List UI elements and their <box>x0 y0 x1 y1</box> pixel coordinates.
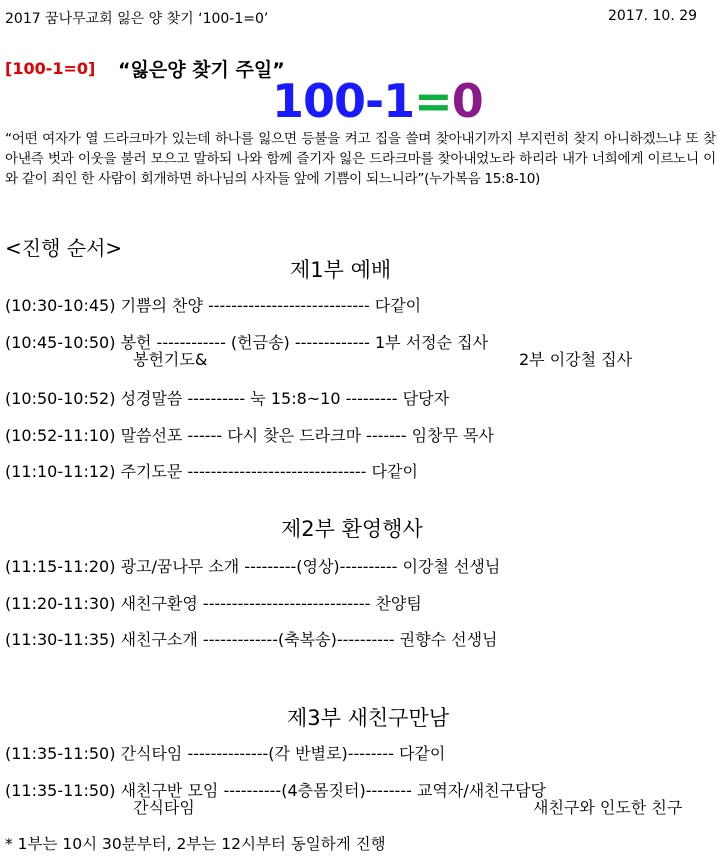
schedule-row: (11:30-11:35) 새친구소개 -------------(축복송)---------- 권향수 선생님 <box>5 630 498 649</box>
part-3-title: 제3부 새친구만남 <box>287 706 450 730</box>
part-2-title: 제2부 환영행사 <box>281 517 423 541</box>
part-1-title: 제1부 예배 <box>290 258 392 282</box>
formula-one: 1 <box>383 74 415 128</box>
schedule-row: (10:45-10:50) 봉헌 ------------ (헌금송) ------------- 1부 서정순 집사 <box>5 333 489 352</box>
document-date: 2017. 10. 29 <box>608 8 698 24</box>
schedule-row: (11:10-11:12) 주기도문 ------------------------------- 다같이 <box>5 462 418 481</box>
schedule-row: (11:20-11:30) 새친구환영 ----------------------------- 찬양팀 <box>5 594 422 613</box>
theme-formula <box>272 74 483 128</box>
formula-100: 100 <box>272 74 366 128</box>
theme-tag: [100-1=0] <box>5 59 96 78</box>
footnote: * 1부는 10시 30분부터, 2부는 12시부터 동일하게 진행 <box>5 835 386 853</box>
section-title: <진행 순서> <box>5 236 123 260</box>
theme-subtitle: “잃은양 찾기 주일” <box>118 59 285 81</box>
schedule-row: (10:50-10:52) 성경말씀 ---------- 눅 15:8~10 --------- 담당자 <box>5 389 450 408</box>
schedule-row: (11:35-11:50) 간식타임 --------------(각 반별로)-------- 다같이 <box>5 744 446 763</box>
schedule-row: (10:30-10:45) 기쁨의 찬양 ---------------------------- 다같이 <box>5 296 422 315</box>
schedule-row-sub-left: 간식타임 <box>133 798 195 817</box>
schedule-row-sub-right: 2부 이강철 집사 <box>519 350 633 369</box>
formula-zero: 0 <box>451 74 483 128</box>
formula-minus: - <box>365 74 384 128</box>
schedule-row-sub-left: 봉헌기도& <box>133 350 208 369</box>
document-title: 2017 꿈나무교회 잃은 양 찾기 ‘100-1=0’ <box>5 11 269 27</box>
schedule-row: (10:52-11:10) 말씀선포 ------ 다시 찾은 드라크마 ------- 임창무 목사 <box>5 426 494 445</box>
schedule-row-sub-right: 새친구와 인도한 친구 <box>533 798 683 817</box>
formula-equals: = <box>414 74 452 128</box>
schedule-row: (11:15-11:20) 광고/꿈나무 소개 ---------(영상)---------- 이강철 선생님 <box>5 557 501 576</box>
schedule-row: (11:35-11:50) 새친구반 모임 ----------(4층몸짓터)-------- 교역자/새친구담당 <box>5 781 547 800</box>
scripture-verse: “어떤 여자가 열 드라크마가 있는데 하나를 잃으면 등불을 켜고 집을 쓸며 찾아내기까지 부지런히 찾지 아니하겠느냐 또 찾아낸즉 벗과 이웃을 불러 모으고 말하되 나와 함께 즐기자 잃은 드라크마를 찾아내었노라 하리라 내가 너희에게 이르노니 이와 같이 죄인 한 사람이 회개하면 하나님의 사자들 앞에 기쁨이 되느니라”(누가복음 15:8-10) <box>5 131 716 187</box>
